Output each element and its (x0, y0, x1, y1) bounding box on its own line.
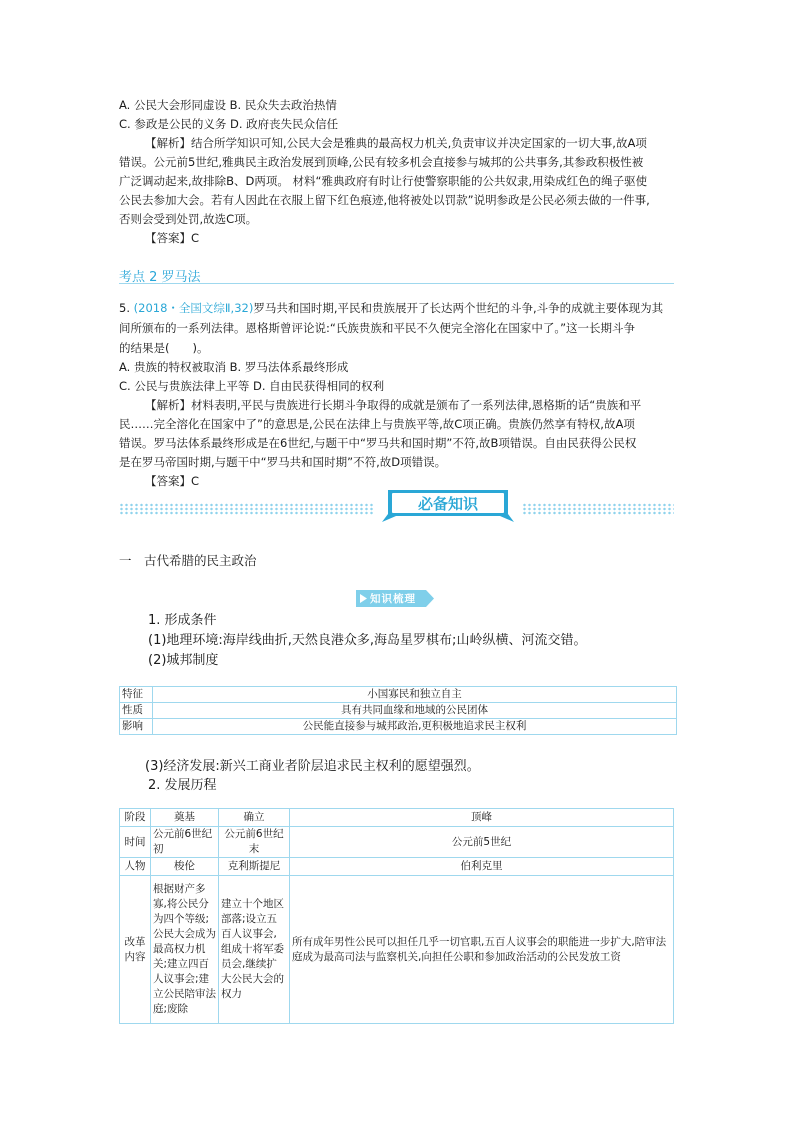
table-cell: 特征 (120, 687, 153, 703)
table-cell: 性质 (120, 703, 153, 719)
banner-dots-right (522, 503, 674, 515)
table-cell: 公元前6世纪初 (151, 827, 219, 858)
q4-analysis-line: 【解析】结合所学知识可知,公民大会是雅典的最高权力机关,负责审议并决定国家的一切大事,故A项 (145, 136, 647, 150)
heading-divider (119, 283, 674, 284)
table-row (120, 876, 674, 1024)
conditions-geo: (1)地理环境:海岸线曲折,天然良港众多,海岛星罗棋布;山岭纵横、河流交错。 (148, 633, 587, 648)
q5-options-ab: A. 贵族的特权被取消 B. 罗马法体系最终形成 (119, 360, 349, 374)
city-state-table (119, 686, 677, 735)
development-table (119, 808, 674, 1024)
conditions-econ: (3)经济发展:新兴工商业者阶层追求民主权利的愿望强烈。 (145, 759, 480, 774)
table-cell: 时间 (120, 827, 151, 858)
table-cell: 所有成年男性公民可以担任几乎一切官职,五百人议事会的职能进一步扩大,陪审法庭成为最高司法与监察机关,向担任公职和参加政治活动的公民发放工资 (290, 876, 674, 1024)
table-header-cell: 阶段 (120, 809, 151, 827)
q4-analysis-line: 公民去参加大会。若有人因此在衣服上留下红色痕迹,他将被处以罚款”说明参政是公民必须去做的一件事, (119, 193, 650, 207)
table-row (120, 827, 674, 858)
table-header-row (120, 809, 674, 827)
table-header-cell: 确立 (219, 809, 290, 827)
q5-stem-line: 罗马共和国时期,平民和贵族展开了长达两个世纪的斗争,斗争的成就主要体现为其 (253, 301, 664, 315)
table-cell: 克利斯提尼 (219, 858, 290, 876)
q4-analysis-line: 错误。公元前5世纪,雅典民主政治发展到顶峰,公民有较多机会直接参与城邦的公共事务,其参政积极性被 (119, 155, 644, 169)
banner-badge (382, 488, 514, 522)
conditions-city: (2)城邦制度 (148, 653, 219, 668)
q5-stem-line: 的结果是( )。 (119, 341, 209, 355)
table-cell: 公民能直接参与城邦政治,更积极地追求民主权利 (153, 719, 677, 735)
table-cell: 伯利克里 (290, 858, 674, 876)
banner-title: 必备知识 (417, 495, 479, 513)
q4-options-ab: A. 公民大会形同虚设 B. 民众失去政治热情 (119, 98, 337, 112)
table-cell: 建立十个地区部落;设立五百人议事会,组成十将军委员会,继续扩大公民大会的权力 (219, 876, 290, 1024)
table-cell: 公元前6世纪末 (219, 827, 290, 858)
q4-analysis-line: 否则会受到处罚,故选C项。 (119, 212, 258, 226)
table-cell: 影响 (120, 719, 153, 735)
q5-analysis-line: 【解析】材料表明,平民与贵族进行长期斗争取得的成就是颁布了一系列法律,恩格斯的话“贵族和平 (145, 398, 642, 412)
table-row (120, 703, 677, 719)
q5-answer: 【答案】C (145, 474, 200, 488)
table-row (120, 687, 677, 703)
table-header-cell: 奠基 (151, 809, 219, 827)
q4-analysis-line: 广泛调动起来,故排除B、D两项。 材料“雅典政府有时让行使警察职能的公共奴隶,用染成红色的绳子驱使 (119, 174, 648, 188)
section-title: 一 古代希腊的民主政治 (119, 553, 257, 568)
q5-source: (2018・全国文综Ⅱ,32) (133, 301, 254, 315)
knowledge-tag-label: 知识梳理 (370, 593, 416, 605)
banner-dots-left (119, 503, 374, 515)
q5-number: 5. (119, 301, 134, 315)
table-header-cell: 顶峰 (290, 809, 674, 827)
q5-analysis-line: 民……完全溶化在国家中了”的意思是,公民在法律上与贵族平等,故C项正确。贵族仍然享有特权,故A项 (119, 417, 635, 431)
q5-stem-line: 间所颁布的一系列法律。恩格斯曾评论说:“氏族贵族和平民不久便完全溶化在国家中了。”这一长期斗争 (119, 321, 636, 335)
q5-analysis-line: 错误。罗马法体系最终形成是在6世纪,与题干中“罗马共和国时期”不符,故B项错误。自由民获得公民权 (119, 436, 637, 450)
q5-analysis-line: 是在罗马帝国时期,与题干中“罗马共和国时期”不符,故D项错误。 (119, 455, 447, 469)
table-row (120, 858, 674, 876)
table-cell: 小国寡民和独立自主 (153, 687, 677, 703)
table-cell: 公元前5世纪 (290, 827, 674, 858)
q5-options-cd: C. 公民与贵族法律上平等 D. 自由民获得相同的权利 (119, 379, 385, 393)
conditions-title: 1. 形成条件 (148, 613, 217, 628)
q5-stem-first (119, 300, 663, 317)
table-row (120, 719, 677, 735)
q4-answer: 【答案】C (145, 231, 200, 245)
history-title: 2. 发展历程 (148, 778, 217, 793)
kaodian-heading: 考点 2 罗马法 (119, 270, 201, 285)
table-cell: 梭伦 (151, 858, 219, 876)
table-cell: 具有共同血缘和地域的公民团体 (153, 703, 677, 719)
table-cell: 改革内容 (120, 876, 151, 1024)
q4-options-cd: C. 参政是公民的义务 D. 政府丧失民众信任 (119, 117, 339, 131)
table-cell: 根据财产多寡,将公民分为四个等级;公民大会成为最高权力机关;建立四百人议事会;建立公民陪审法庭;废除 (151, 876, 219, 1024)
table-cell: 人物 (120, 858, 151, 876)
